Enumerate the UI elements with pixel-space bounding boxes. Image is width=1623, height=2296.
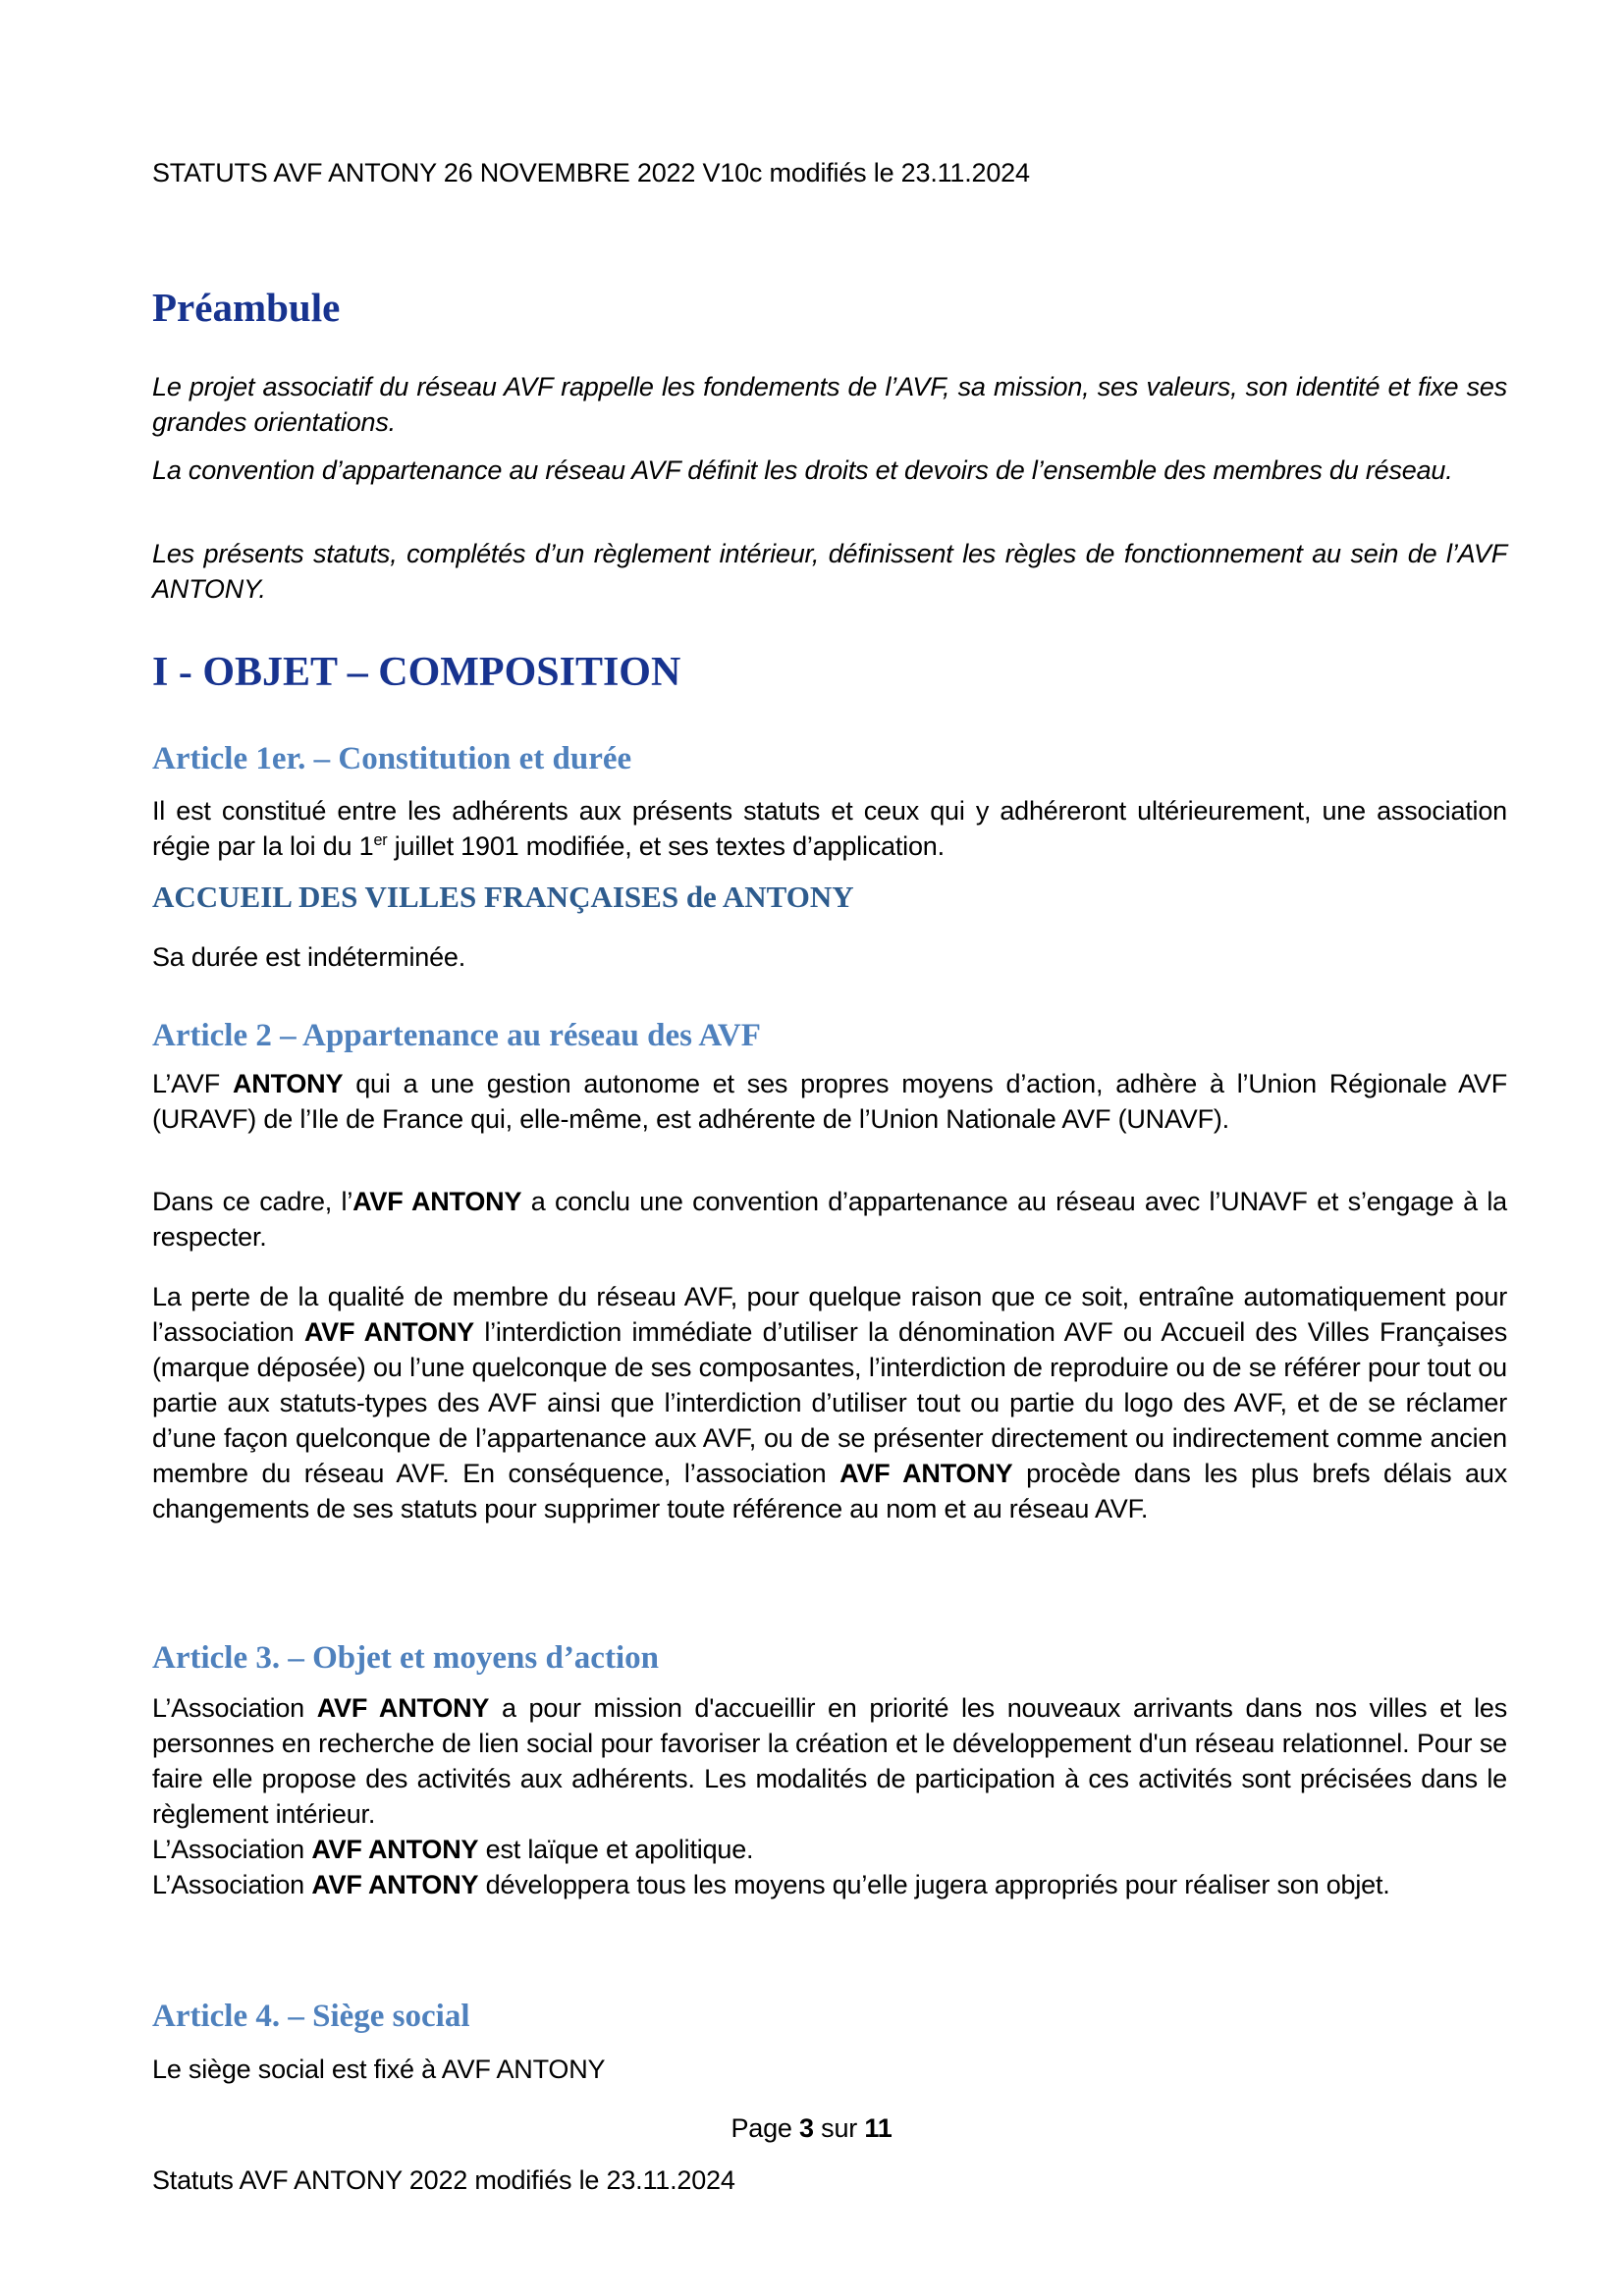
preambule-paragraph-2: La convention d’appartenance au réseau AVF définit les droits et devoirs de l’ensemble des membres du réseau.	[152, 455, 1453, 485]
article-3-paragraph-3: L’Association AVF ANTONY développera tous les moyens qu’elle jugera appropriés pour réaliser son objet.	[152, 1870, 1390, 1899]
article-1-body: Il est constitué entre les adhérents aux présents statuts et ceux qui y adhéreront ultérieurement, une association régie par la loi du 1er juillet 1901 modifiée, et ses textes d’application.	[152, 796, 1507, 861]
article-3-body	[152, 1690, 1507, 1902]
duration-line: Sa durée est indéterminée.	[152, 942, 465, 972]
article-2-paragraph-3: La perte de la qualité de membre du réseau AVF, pour quelque raison que ce soit, entraîne automatiquement pour l’association AVF ANTONY l’interdiction immédiate d’utiliser la dénomination AVF ou Accueil des Villes Françaises (marque déposée) ou l’une quelconque de ses composantes, l’interdiction de reproduire ou de se référer pour tout ou partie aux statuts-types des AVF ainsi que l’interdiction d’utiliser tout ou partie du logo des AVF, et de se réclamer d’une façon quelconque de l’appartenance aux AVF, ou de se présenter directement ou indirectement comme ancien membre du réseau AVF. En conséquence, l’association AVF ANTONY procède dans les plus brefs délais aux changements de ses statuts pour supprimer toute référence au nom et au réseau AVF.	[152, 1282, 1507, 1523]
article-2-paragraph-1: L’AVF ANTONY qui a une gestion autonome et ses propres moyens d’action, adhère à l’Union Régionale AVF (URAVF) de l’Ile de France qui, elle-même, est adhérente de l’Union Nationale AVF (UNAVF).	[152, 1069, 1507, 1134]
preambule-paragraph-1: Le projet associatif du réseau AVF rappelle les fondements de l’AVF, sa mission, ses valeurs, son identité et fixe ses grandes orientations.	[152, 372, 1507, 437]
document-footer-note: Statuts AVF ANTONY 2022 modifiés le 23.11.2024	[152, 2165, 735, 2195]
association-name-line: ACCUEIL DES VILLES FRANÇAISES de ANTONY	[152, 880, 854, 914]
preambule-paragraph-3: Les présents statuts, complétés d’un règlement intérieur, définissent les règles de fonctionnement au sein de l’AVF ANTONY.	[152, 539, 1507, 604]
page-number: Page 3 sur 11	[730, 2113, 893, 2143]
article-2-paragraph-2: Dans ce cadre, l’AVF ANTONY a conclu une convention d’appartenance au réseau avec l’UNAVF et s’engage à la respecter.	[152, 1187, 1507, 1252]
section-objet-composition-heading: I - OBJET – COMPOSITION	[152, 650, 681, 695]
article-3-paragraph-2: L’Association AVF ANTONY est laïque et apolitique.	[152, 1835, 754, 1864]
preambule-heading: Préambule	[152, 285, 341, 330]
article-4-heading: Article 4. – Siège social	[152, 1999, 470, 2034]
article-3-paragraph-1: L’Association AVF ANTONY a pour mission d'accueillir en priorité les nouveaux arrivants dans nos villes et les personnes en recherche de lien social pour favoriser la création et le développement d'un réseau relationnel. Pour se faire elle propose des activités aux adhérents. Les modalités de participation à ces activités sont précisées dans le règlement intérieur.	[152, 1693, 1507, 1829]
article-2-heading: Article 2 – Appartenance au réseau des AVF	[152, 1018, 761, 1053]
article-4-body: Le siège social est fixé à AVF ANTONY	[152, 2055, 606, 2084]
article-1-heading: Article 1er. – Constitution et durée	[152, 741, 632, 776]
article-3-heading: Article 3. – Objet et moyens d’action	[152, 1640, 659, 1676]
document-header: STATUTS AVF ANTONY 26 NOVEMBRE 2022 V10c modifiés le 23.11.2024	[152, 158, 1030, 187]
